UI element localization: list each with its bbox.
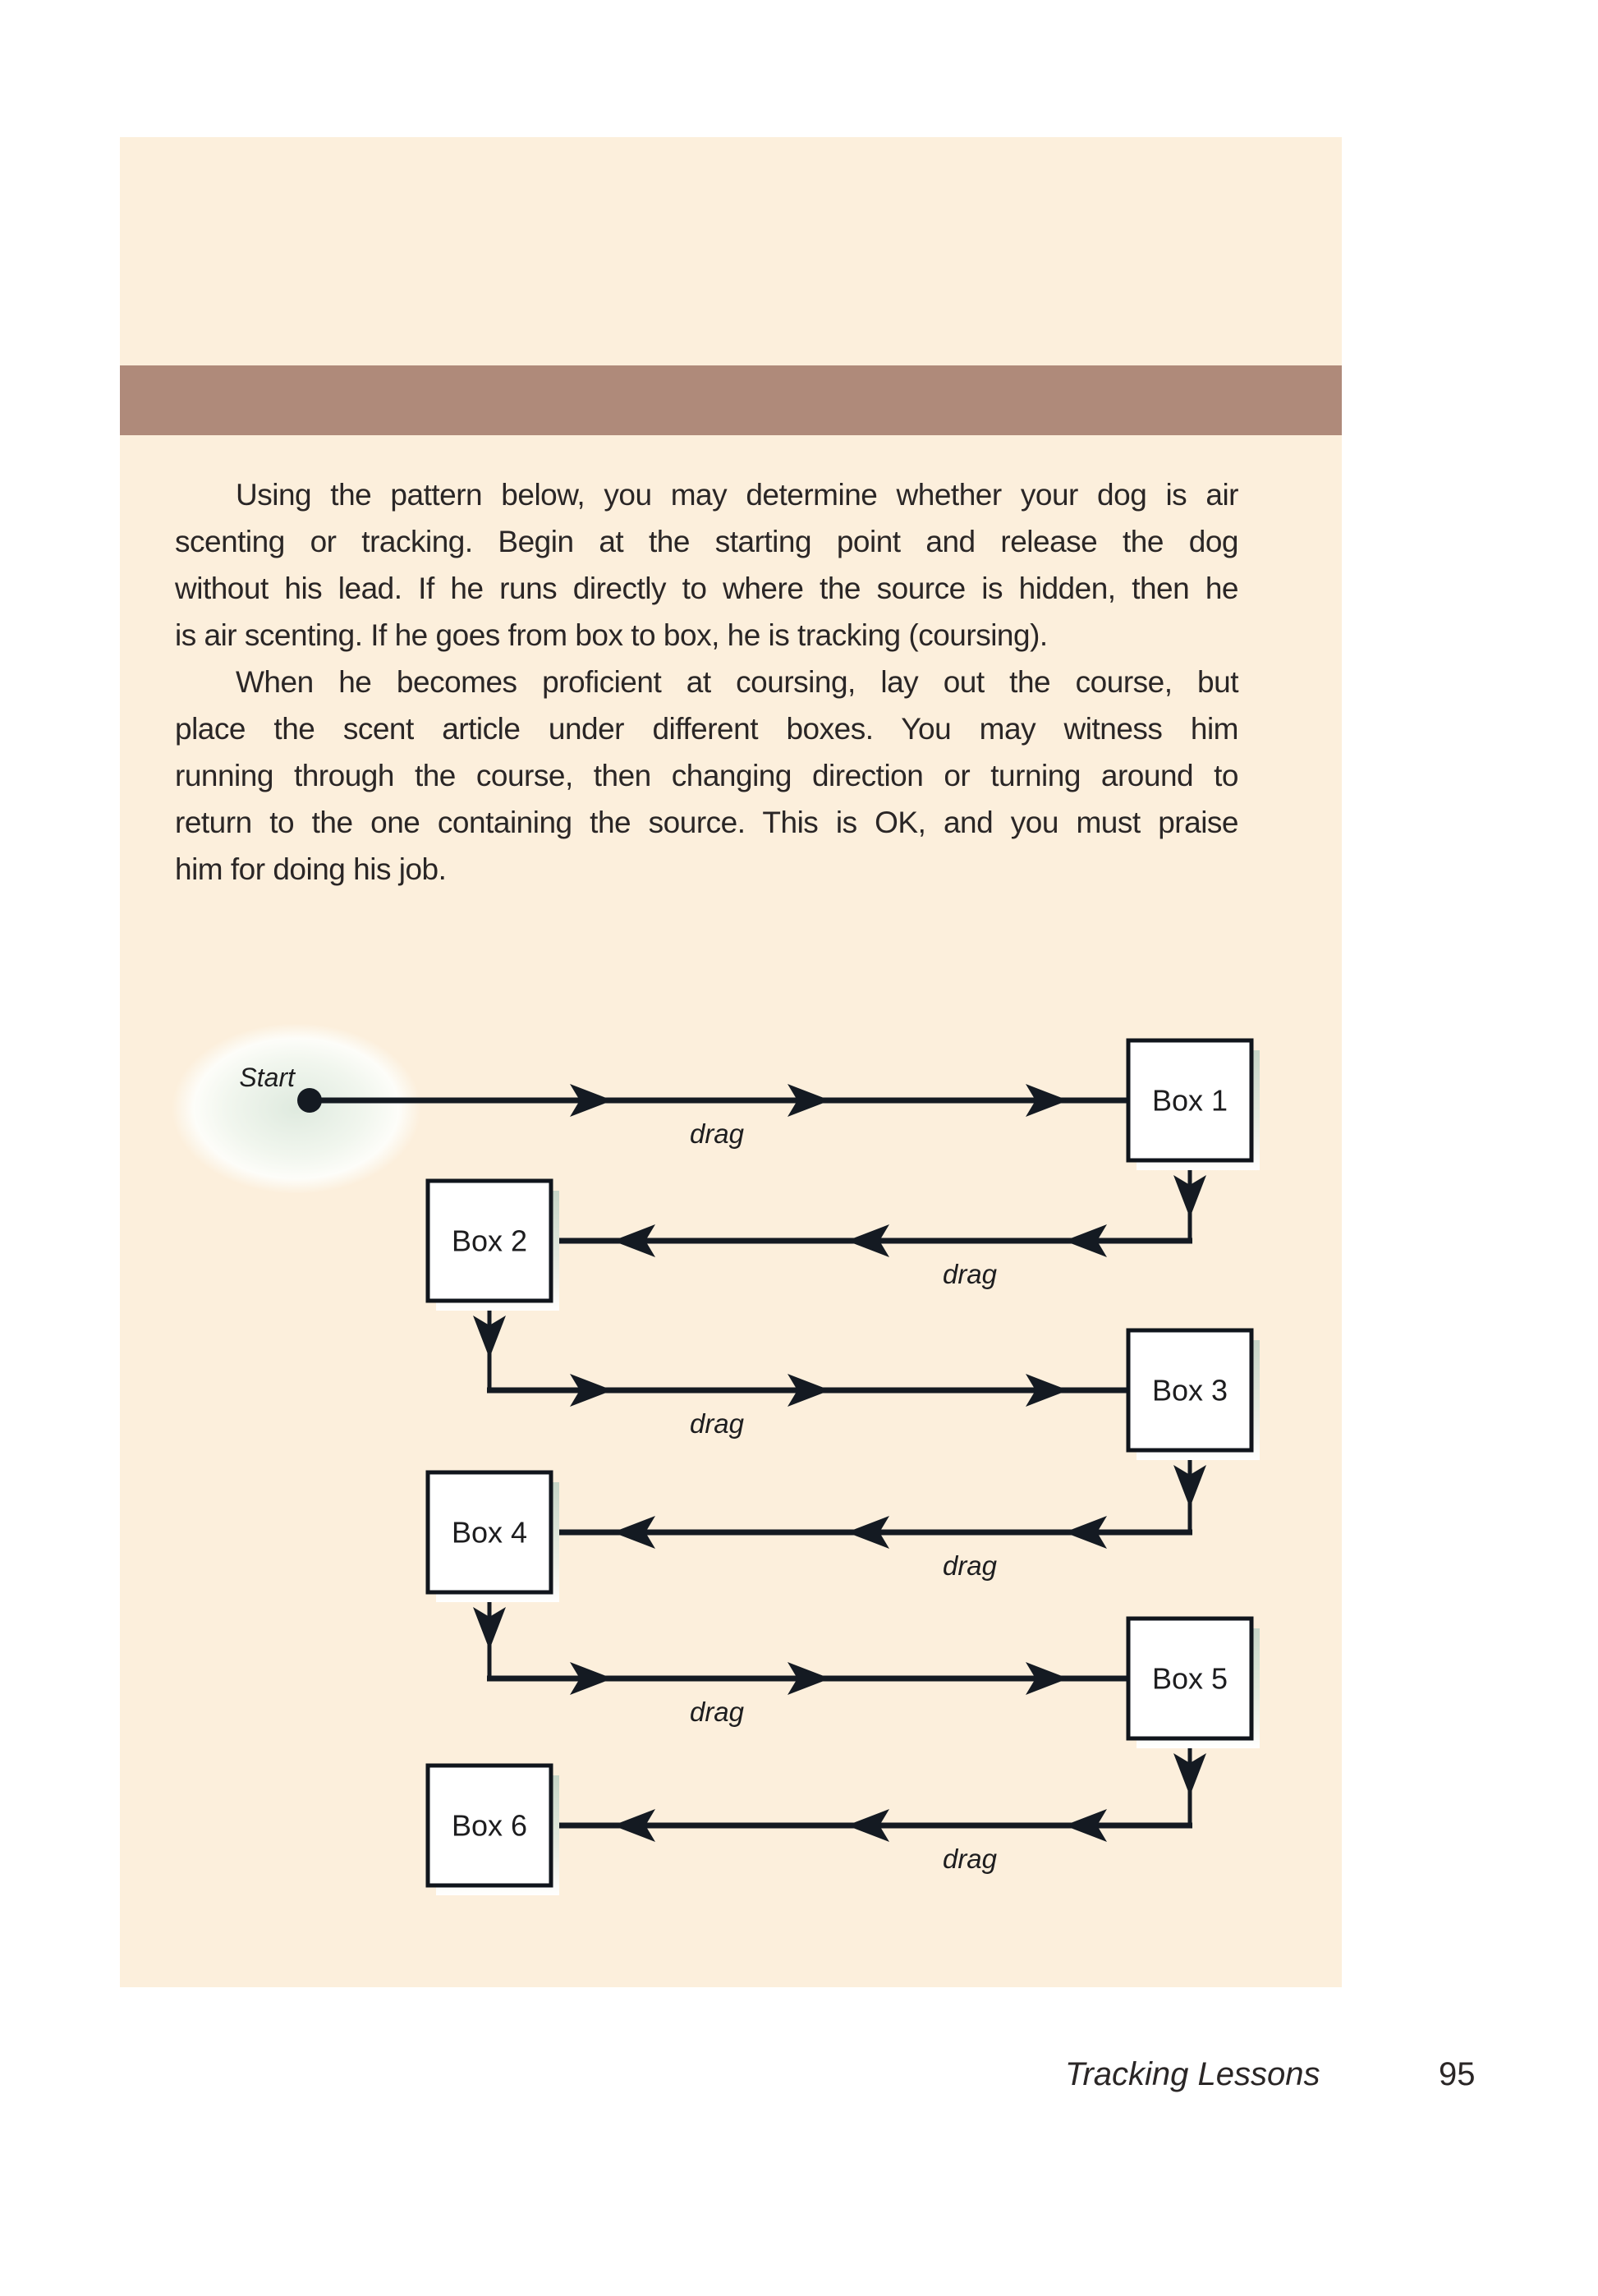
paragraph-line: is air scenting. If he goes from box to box, he is tracking (coursing). [175,618,1048,652]
paragraph-line: running through the course, then changing direction or turning around to [175,759,1238,792]
start-label: Start [239,1063,295,1092]
drag-label: drag [689,1118,745,1149]
drag-label: drag [942,1259,998,1289]
paragraph-line: return to the one containing the source. This is OK, and you must praise [175,806,1238,839]
page-panel [120,137,1342,1987]
footer-page-number: 95 [1439,2056,1476,2092]
drag-label: drag [689,1408,745,1439]
paragraph-line: When he becomes proficient at coursing, lay out the course, but [236,665,1238,699]
box-2 [428,1181,559,1311]
box-label: Box 5 [1151,1661,1228,1696]
box-6 [428,1766,559,1895]
box-1 [1128,1040,1260,1170]
drag-label: drag [942,1844,998,1874]
paragraph-line: him for doing his job. [175,852,447,886]
paragraph-line: without his lead. If he runs directly to where the source is hidden, then he [175,572,1238,605]
paragraph-line: scenting or tracking. Begin at the starting point and release the dog [175,525,1238,558]
start-glow [172,1023,421,1194]
box-label: Box 1 [1151,1083,1228,1118]
footer [0,2056,1598,2105]
box-4 [428,1472,559,1602]
box-5 [1128,1619,1260,1748]
track-leg-3 [473,1301,1128,1439]
paragraph-line: place the scent article under different boxes. You may witness him [175,712,1238,746]
track-leg-2 [551,1160,1206,1289]
box-label: Box 6 [451,1808,528,1843]
footer-chapter: Tracking Lessons [1065,2056,1320,2092]
drag-label: drag [942,1550,998,1581]
tracking-course-diagram [120,137,1342,1987]
track-leg-4 [551,1450,1206,1581]
box-label: Box 3 [1151,1373,1228,1407]
box-3 [1128,1330,1260,1460]
box-label: Box 2 [451,1224,528,1258]
track-leg-1 [310,1084,1128,1149]
paragraph-line: Using the pattern below, you may determine whether your dog is air [236,478,1238,512]
track-leg-6 [551,1738,1206,1874]
box-label: Box 4 [451,1515,528,1550]
drag-label: drag [689,1697,745,1727]
track-leg-5 [473,1592,1128,1727]
